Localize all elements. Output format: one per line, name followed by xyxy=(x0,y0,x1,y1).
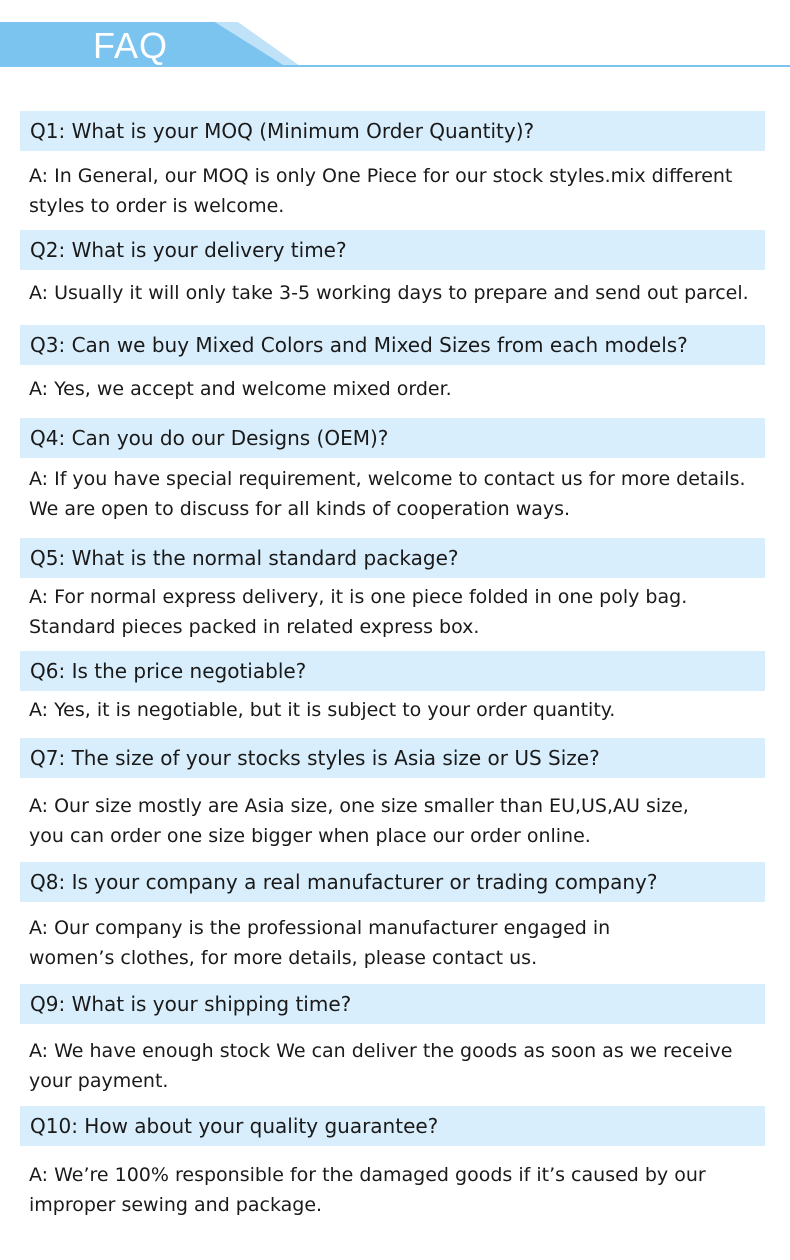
faq-question-2: Q2: What is your delivery time? xyxy=(20,230,765,270)
page-title: FAQ xyxy=(93,25,169,66)
answer-line: improper sewing and package. xyxy=(29,1194,323,1216)
faq-answer-4 xyxy=(29,464,749,524)
faq-header xyxy=(0,0,790,70)
answer-line: A: For normal express delivery, it is one piece folded in one poly bag. xyxy=(29,586,688,608)
faq-answer-10 xyxy=(29,1160,749,1220)
faq-answer-2 xyxy=(29,278,749,308)
faq-question-3: Q3: Can we buy Mixed Colors and Mixed Sizes from each models? xyxy=(20,325,765,365)
answer-line: A: Our size mostly are Asia size, one size smaller than EU,US,AU size, xyxy=(29,795,689,817)
faq-question-1: Q1: What is your MOQ (Minimum Order Quantity)? xyxy=(20,111,765,151)
faq-question-8: Q8: Is your company a real manufacturer or trading company? xyxy=(20,862,765,902)
faq-answer-6 xyxy=(29,695,749,725)
answer-line: A: Yes, it is negotiable, but it is subject to your order quantity. xyxy=(29,699,616,721)
answer-line: A: If you have special requirement, welcome to contact us for more details. xyxy=(29,468,746,490)
faq-answer-1 xyxy=(29,161,749,221)
faq-question-7: Q7: The size of your stocks styles is Asia size or US Size? xyxy=(20,738,765,778)
answer-line: A: We have enough stock We can deliver the goods as soon as we receive xyxy=(29,1040,733,1062)
faq-answer-5 xyxy=(29,582,749,642)
faq-answer-8 xyxy=(29,913,749,973)
faq-answer-3 xyxy=(29,374,749,404)
answer-line: women’s clothes, for more details, please contact us. xyxy=(29,947,538,969)
answer-line: A: Yes, we accept and welcome mixed order. xyxy=(29,378,452,400)
answer-line: styles to order is welcome. xyxy=(29,195,285,217)
faq-question-10: Q10: How about your quality guarantee? xyxy=(20,1106,765,1146)
faq-answer-9 xyxy=(29,1036,749,1096)
faq-question-5: Q5: What is the normal standard package? xyxy=(20,538,765,578)
answer-line: A: In General, our MOQ is only One Piece for our stock styles.mix different xyxy=(29,165,733,187)
faq-question-9: Q9: What is your shipping time? xyxy=(20,984,765,1024)
answer-line: your payment. xyxy=(29,1070,169,1092)
answer-line: you can order one size bigger when place our order online. xyxy=(29,825,591,847)
answer-line: A: We’re 100% responsible for the damaged goods if it’s caused by our xyxy=(29,1164,706,1186)
answer-line: A: Usually it will only take 3-5 working days to prepare and send out parcel. xyxy=(29,282,749,304)
faq-answer-7 xyxy=(29,791,749,851)
answer-line: Standard pieces packed in related express box. xyxy=(29,616,480,638)
answer-line: We are open to discuss for all kinds of cooperation ways. xyxy=(29,498,571,520)
answer-line: A: Our company is the professional manufacturer engaged in xyxy=(29,917,611,939)
faq-question-6: Q6: Is the price negotiable? xyxy=(20,651,765,691)
faq-question-4: Q4: Can you do our Designs (OEM)? xyxy=(20,418,765,458)
